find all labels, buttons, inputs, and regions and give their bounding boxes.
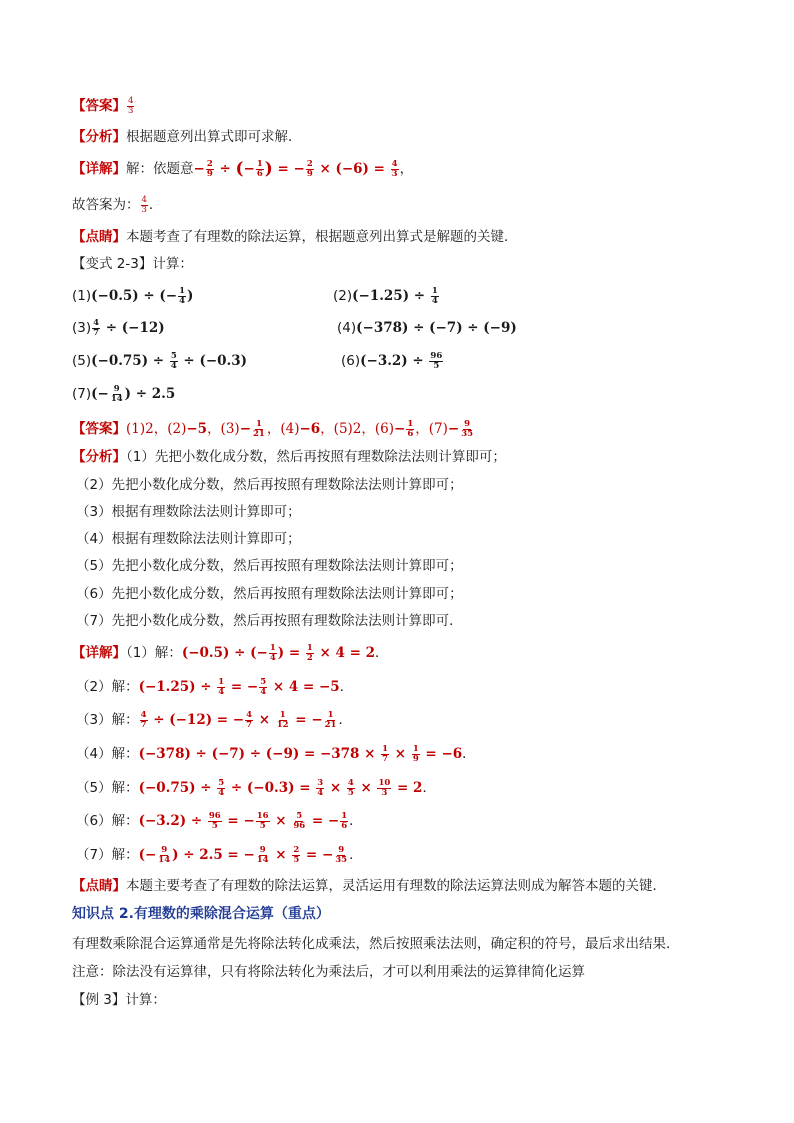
answer-list: (1)2，(2)−5，(3)− $\frac{1}{21}$ ，(4)−6，(5)2，(6)− $\frac{1}{6}$ ，(7)− $\frac{9}{35}$ bbox=[126, 419, 474, 439]
detail-step-5: （5）解：(−0.75) ÷ $\frac{5}{4}$ ÷ (−0.3) = $\frac{3}{4}$ × $\frac{4}{5}$ × $\frac{10}{3}$ = 2． bbox=[76, 778, 436, 798]
analysis-line-2-3: （3）根据有理数除法法则计算即可； bbox=[76, 504, 301, 520]
detail-step-1: 【详解】（1）解：(−0.5) ÷ (− $\frac{1}{4}$ ) = $\frac{1}{2}$ × 4 = 2． bbox=[72, 643, 389, 663]
body-paragraph-2: 注意：除法没有运算律，只有将除法转化为乘法后，才可以利用乘法的运算律简化运算 bbox=[72, 964, 585, 980]
problem-1: (1)(−0.5) ÷ (− $\frac{1}{4}$ ) bbox=[72, 285, 194, 306]
detail-step-4: （4）解：(−378) ÷ (−7) ÷ (−9) = −378 × $\frac{1}{7}$ × $\frac{1}{9}$ = −6． bbox=[76, 744, 476, 764]
detail-step-7: （7）解：(− $\frac{9}{14}$ ) ÷ 2.5 = − $\frac{9}{14}$ × $\frac{2}{5}$ = − $\frac{9}{35}$ ． bbox=[76, 845, 363, 865]
example-label: 【例 3】计算： bbox=[72, 992, 166, 1008]
analysis-line-2-5: （5）先把小数化成分数，然后再按照有理数除法法则计算即可； bbox=[76, 558, 463, 574]
detail-expression: − $\frac{2}{9}$ ÷ (− $\frac{1}{6}$ ) = − $\frac{2}{9}$ × (−6) = $\frac{4}{3}$ bbox=[193, 159, 398, 179]
answer-line-1 bbox=[72, 96, 135, 116]
analysis-line-1 bbox=[72, 127, 302, 147]
body-paragraph-1: 有理数乘除混合运算通常是先将除法转化成乘法，然后按照乘法法则，确定积的符号，最后求出结果. bbox=[72, 936, 671, 952]
knowledge-heading: 知识点 2.有理数的乘除混合运算（重点） bbox=[72, 906, 330, 922]
detail-step-3: （3）解： $\frac{4}{7}$ ÷ (−12) = − $\frac{4}{7}$ × $\frac{1}{12}$ = − $\frac{1}{21}$ ． bbox=[76, 710, 352, 730]
analysis-line-2-6: （6）先把小数化成分数，然后再按照有理数除法法则计算即可； bbox=[76, 586, 463, 602]
detail-step-6: （6）解：(−3.2) ÷ $\frac{96}{5}$ = − $\frac{16}{5}$ × $\frac{5}{96}$ = − $\frac{1}{6}$ ． bbox=[76, 811, 363, 831]
detail-step-2: （2）解：(−1.25) ÷ $\frac{1}{4}$ = − $\frac{5}{4}$ × 4 = −5． bbox=[76, 677, 354, 697]
analysis-tag: 【分析】 bbox=[72, 129, 126, 145]
answer-line-2: 【答案】(1)2，(2)−5，(3)− $\frac{1}{21}$ ，(4)−6，(5)2，(6)− $\frac{1}{6}$ ，(7)− $\frac{9}{35}$ bbox=[72, 419, 474, 439]
conclusion-line-1: 故答案为： $\frac{4}{3}$ ． bbox=[72, 194, 163, 215]
problem-6: (6)(−3.2) ÷ $\frac{96}{5}$ bbox=[341, 350, 443, 371]
detail-tag: 【详解】 bbox=[72, 161, 126, 177]
answer-fraction: $\frac{4}{3}$ bbox=[128, 95, 134, 116]
variant-label: 【变式 2-3】计算： bbox=[72, 256, 193, 272]
comment-line-1: 【点睛】本题考查了有理数的除法运算，根据题意列出算式是解题的关键． bbox=[72, 229, 518, 245]
detail-line-1: 【详解】解：依题意− $\frac{2}{9}$ ÷ (− $\frac{1}{6}$ ) = − $\frac{2}{9}$ × (−6) = $\frac{4}{3}$ ， bbox=[72, 159, 414, 179]
comment-tag: 【点睛】 bbox=[72, 229, 126, 245]
answer-tag: 【答案】 bbox=[72, 98, 126, 114]
problem-4: (4)(−378) ÷ (−7) ÷ (−9) bbox=[337, 320, 517, 336]
analysis-line-2-1: 【分析】（1）先把小数化成分数，然后再按照有理数除法法则计算即可； bbox=[72, 449, 506, 465]
problem-2: (2)(−1.25) ÷ $\frac{1}{4}$ bbox=[333, 285, 438, 306]
analysis-text: 根据题意列出算式即可求解． bbox=[126, 129, 302, 145]
analysis-line-2-7: （7）先把小数化成分数，然后再按照有理数除法法则计算即可． bbox=[76, 613, 463, 629]
problem-7: (7)(− $\frac{9}{14}$ ) ÷ 2.5 bbox=[72, 383, 176, 404]
problem-5: (5)(−0.75) ÷ $\frac{5}{4}$ ÷ (−0.3) bbox=[72, 350, 248, 371]
analysis-line-2-2: （2）先把小数化成分数，然后再按照有理数除法法则计算即可； bbox=[76, 477, 463, 493]
comment-line-2: 【点睛】本题主要考查了有理数的除法运算，灵活运用有理数的除法运算法则成为解答本题的关键． bbox=[72, 878, 666, 894]
problem-3: (3) $\frac{4}{7}$ ÷ (−12) bbox=[72, 317, 165, 338]
analysis-line-2-4: （4）根据有理数除法法则计算即可； bbox=[76, 531, 301, 547]
